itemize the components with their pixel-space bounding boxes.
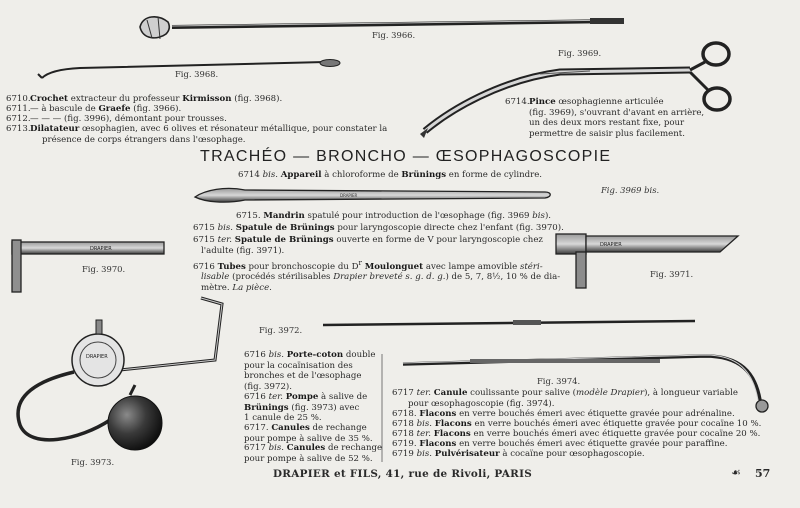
entry-6716ter: 6716 ter. Pompe à salive de Brünings (fig. 3973) avec 1 canule de 25 %. xyxy=(244,392,368,424)
fig-3973-instrument xyxy=(18,298,222,450)
pump-engraving: DRAPIER xyxy=(86,354,108,360)
mandrin-engraving: DRAPIER xyxy=(340,193,358,198)
entry-6719: 6719. Flacons en verre bouchés émeri avec étiquette gravée pour paraffine. xyxy=(392,439,728,449)
entry-6719bis: 6719 bis. Pulvérisateur à cocaïne pour œsophagoscopie. xyxy=(392,449,645,459)
fig-label-3969bis: Fig. 3969 bis. xyxy=(601,185,660,195)
entry-6718bis: 6718 bis. Flacons en verre bouchés émeri avec étiquette gravée pour cocaïne 10 %. xyxy=(392,419,762,429)
fig-3971-instrument xyxy=(556,234,738,288)
fig-label-3968: Fig. 3968. xyxy=(175,69,219,79)
entry-6715ter: 6715 ter. Spatule de Brünings ouverte en forme de V pour laryngoscopie chez l'adulte (fig. 3971). xyxy=(193,235,543,256)
entry-6715: 6715. Mandrin spatulé pour introduction de l'œsophage (fig. 3969 bis). xyxy=(236,211,552,221)
entry-6710: 6710.Crochet extracteur du professeur Kirmisson (fig. 3968). xyxy=(6,94,283,104)
entry-6714: 6714.Pince œsophagienne articulée (fig. 3969), s'ouvrant d'avant en arrière, un des deux mors restant fixe, pour permettre de saisir plus facilement. xyxy=(505,97,705,139)
entry-6716bis: 6716 bis. Porte-coton double pour la cocaïnisation des bronches et de l'œsophage (fig. 3972). xyxy=(244,350,376,392)
entry-6715bis: 6715 bis. Spatule de Brünings pour laryngoscopie directe chez l'enfant (fig. 3970). xyxy=(193,223,564,233)
fig-label-3970: Fig. 3970. xyxy=(82,264,126,274)
entry-6712: 6712.— — — (fig. 3996), démontant pour trousses. xyxy=(6,114,227,124)
fig-label-3971: Fig. 3971. xyxy=(650,269,694,279)
page-number: 57 xyxy=(755,467,771,480)
entry-6718: 6718. Flacons en verre bouchés émeri avec étiquette gravée pour adrénaline. xyxy=(392,409,735,419)
entry-6718ter: 6718 ter. Flacons en verre bouchés émeri avec étiquette gravée pour cocaïne 20 %. xyxy=(392,429,761,439)
entry-6717ter: 6717 ter. Canule coulissante pour salive (modèle Drapier), à longueur variable pour œsophagoscopie (fig. 3974). xyxy=(392,388,738,409)
fig-3969bis-instrument xyxy=(195,188,550,202)
spatula-engraving-3970: DRAPIER xyxy=(90,246,112,252)
fig-label-3973: Fig. 3973. xyxy=(71,457,115,467)
fig-3972-instrument xyxy=(323,320,695,325)
entry-6716: 6716 Tubes pour bronchoscopie du $D^r$ Moulonguet avec lampe amovible stéri- lisable (procédés stérilisables Drapier breveté s. g. d. g.) de 5, 7, 8½, 10 % de dia- mètre. La pièce. xyxy=(193,258,561,294)
spatula-engraving-3971: DRAPIER xyxy=(600,242,622,248)
entry-6717: 6717. Canules de rechange pour pompe à salive de 35 %. xyxy=(244,423,373,444)
fig-label-3969: Fig. 3969. xyxy=(558,48,602,58)
entry-6717bis: 6717 bis. Canules de rechange pour pompe à salive de 52 %. xyxy=(244,443,383,464)
fleuron-icon: ☙ xyxy=(731,466,741,479)
entry-6713: 6713.Dilatateur œsophagien, avec 6 olives et résonateur métallique, pour constater la présence de corps étrangers dans l'œsophage. xyxy=(6,124,388,145)
publisher-footer: DRAPIER et FILS, 41, rue de Rivoli, PARIS xyxy=(273,468,533,480)
fig-label-3966: Fig. 3966. xyxy=(372,30,416,40)
fig-label-3974: Fig. 3974. xyxy=(537,376,581,386)
entry-6714bis: 6714 bis. Appareil à chloroforme de Brünings en forme de cylindre. xyxy=(238,170,543,180)
fig-label-3972: Fig. 3972. xyxy=(259,325,303,335)
entry-6711: 6711.— à bascule de Graefe (fig. 3966). xyxy=(6,104,182,114)
section-title: TRACHÉO — BRONCHO — ŒSOPHAGOSCOPIE xyxy=(200,148,612,165)
